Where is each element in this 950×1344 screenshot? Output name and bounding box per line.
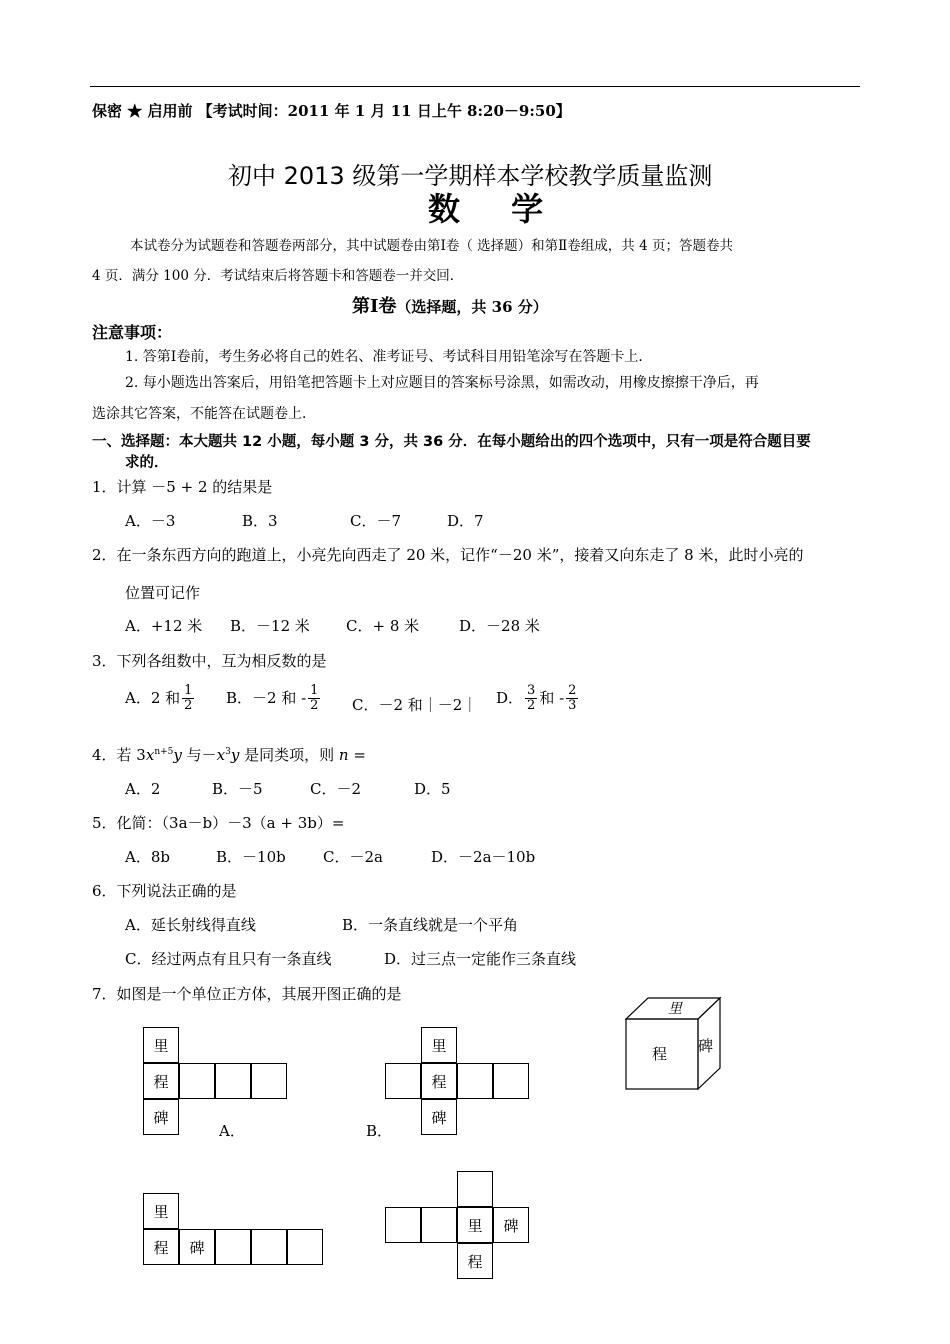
q3-a-fraction bbox=[182, 684, 194, 714]
net-c-cell-cheng: 程 bbox=[143, 1229, 179, 1265]
net-a-cell-li: 里 bbox=[143, 1027, 179, 1063]
net-d-cell-cheng: 程 bbox=[457, 1243, 493, 1279]
q6-option-d: D．过三点一定能作三条直线 bbox=[384, 950, 577, 968]
q7-option-a-label: A． bbox=[219, 1122, 245, 1140]
q3-d-fraction-2 bbox=[566, 684, 578, 714]
q4-var-x2: x bbox=[216, 746, 226, 764]
net-a-cell-blank bbox=[179, 1063, 215, 1099]
q3-d-numerator-2: 2 bbox=[568, 683, 577, 698]
part-1-instructions-line-2: 求的． bbox=[125, 455, 169, 471]
q4-option-a: A．2 bbox=[125, 780, 161, 798]
q3-b-prefix: B．－2 和 - bbox=[226, 688, 307, 707]
section-1-name: 第Ⅰ卷 bbox=[352, 296, 397, 317]
net-d-cell-blank bbox=[385, 1207, 421, 1243]
q3-b-denominator: 2 bbox=[310, 698, 319, 714]
net-d-cell-li: 里 bbox=[457, 1207, 493, 1243]
q6-option-c: C．经过两点有且只有一条直线 bbox=[125, 950, 332, 968]
q6-option-a: A．延长射线得直线 bbox=[125, 916, 256, 934]
q6-stem: 6．下列说法正确的是 bbox=[92, 882, 237, 900]
notice-item-2-line-1: 2. 每小题选出答案后，用铅笔把答题卡上对应题目的答案标号涂黑，如需改动，用橡皮擦擦干净后，再 bbox=[125, 375, 759, 391]
net-c-cell-li: 里 bbox=[143, 1193, 179, 1229]
net-c-cell-blank bbox=[215, 1229, 251, 1265]
q5-option-b: B．－10b bbox=[216, 848, 286, 866]
net-b-cell-li: 里 bbox=[421, 1027, 457, 1063]
q1-option-d: D．7 bbox=[447, 512, 484, 530]
q2-option-a: A．+12 米 bbox=[125, 617, 203, 635]
q4-exponent-1: n+5 bbox=[154, 747, 174, 757]
subject-title: 数 学 bbox=[428, 190, 564, 228]
q1-stem: 1．计算 －5 + 2 的结果是 bbox=[92, 478, 273, 496]
q4-option-b: B．－5 bbox=[212, 780, 263, 798]
net-d-cell-blank bbox=[421, 1207, 457, 1243]
q4-var-n: n bbox=[338, 746, 349, 764]
q3-d-prefix: D． bbox=[496, 688, 524, 707]
confidential-header: 保密 ★ 启用前 【考试时间：2011 年 1 月 11 日上午 8:20－9:50】 bbox=[92, 102, 571, 120]
q2-option-d: D．－28 米 bbox=[459, 617, 540, 635]
notice-item-2-line-2: 选涂其它答案，不能答在试题卷上． bbox=[92, 406, 316, 422]
q3-d-numerator-1: 3 bbox=[527, 683, 536, 698]
net-b-cell-cheng: 程 bbox=[421, 1063, 457, 1099]
q6-option-b: B．一条直线就是一个平角 bbox=[342, 916, 519, 934]
q3-b-fraction bbox=[308, 684, 320, 714]
q5-option-d: D．－2a－10b bbox=[431, 848, 536, 866]
net-c-cell-blank bbox=[287, 1229, 323, 1265]
cube-front-char: 程 bbox=[652, 1045, 668, 1063]
q5-option-c: C．－2a bbox=[323, 848, 383, 866]
q2-stem-line-2: 位置可记作 bbox=[125, 584, 201, 602]
q7-option-b-label: B． bbox=[366, 1122, 393, 1140]
q3-a-prefix: A．2 和 bbox=[125, 688, 181, 707]
notice-heading: 注意事项： bbox=[92, 323, 173, 342]
net-a-cell-blank bbox=[251, 1063, 287, 1099]
q2-option-c: C．+ 8 米 bbox=[346, 617, 420, 635]
q4-var-y1: y bbox=[173, 746, 182, 764]
net-b-cell-blank bbox=[493, 1063, 529, 1099]
q4-stem-post: 是同类项，则 bbox=[239, 746, 339, 764]
q3-d-middle: 和 - bbox=[539, 688, 565, 707]
intro-line-1: 本试卷分为试题卷和答题卷两部分，其中试题卷由第Ⅰ卷（ 选择题）和第Ⅱ卷组成，共 4 页；答题卷共 bbox=[130, 238, 733, 254]
q3-d-denominator-1: 2 bbox=[527, 698, 536, 714]
q4-stem-middle: 与－ bbox=[181, 746, 217, 764]
cube-side-char: 碑 bbox=[698, 1037, 714, 1055]
q2-stem-line-1: 2．在一条东西方向的跑道上，小亮先向西走了 20 米，记作“－20 米”，接着又向东走了 8 米，此时小亮的 bbox=[92, 546, 804, 564]
net-c-cell-blank bbox=[251, 1229, 287, 1265]
q3-d-fraction-1 bbox=[525, 684, 537, 714]
q4-option-c: C．－2 bbox=[310, 780, 362, 798]
q7-stem: 7．如图是一个单位正方体，其展开图正确的是 bbox=[92, 985, 402, 1003]
q3-b-numerator: 1 bbox=[310, 683, 319, 698]
net-b-cell-bei: 碑 bbox=[421, 1099, 457, 1135]
net-a-cell-blank bbox=[215, 1063, 251, 1099]
q3-a-numerator: 1 bbox=[184, 683, 193, 698]
cube-top-char: 里 bbox=[668, 1001, 682, 1017]
q3-option-c: C．－2 和｜－2｜ bbox=[352, 696, 478, 714]
q2-option-b: B．－12 米 bbox=[230, 617, 310, 635]
q3-stem: 3．下列各组数中，互为相反数的是 bbox=[92, 652, 327, 670]
q5-option-a: A．8b bbox=[125, 848, 170, 866]
q3-a-denominator: 2 bbox=[184, 698, 193, 714]
notice-item-1: 1. 答第Ⅰ卷前，考生务必将自己的姓名、准考证号、考试科目用铅笔涂写在答题卡上． bbox=[125, 349, 653, 365]
section-1-title bbox=[352, 292, 548, 318]
net-a-cell-cheng: 程 bbox=[143, 1063, 179, 1099]
q3-d-denominator-2: 3 bbox=[568, 698, 577, 714]
top-rule bbox=[90, 86, 860, 87]
net-d-cell-bei: 碑 bbox=[493, 1207, 529, 1243]
q1-option-a: A．－3 bbox=[125, 512, 176, 530]
q4-var-x1: x bbox=[145, 746, 155, 764]
q1-option-c: C．－7 bbox=[350, 512, 402, 530]
q4-stem-prefix: 4．若 3 bbox=[92, 746, 146, 764]
q4-exponent-2: 3 bbox=[225, 747, 231, 757]
part-1-instructions-line-1: 一、选择题：本大题共 12 小题，每小题 3 分，共 36 分．在每小题给出的四个选项中，只有一项是符合题目要 bbox=[92, 434, 811, 450]
q1-option-b: B．3 bbox=[242, 512, 278, 530]
q4-option-d: D．5 bbox=[414, 780, 451, 798]
q4-stem-equals: = bbox=[348, 746, 366, 764]
q3-option-b bbox=[226, 684, 322, 714]
q3-option-d bbox=[496, 684, 580, 714]
net-b-cell-blank bbox=[385, 1063, 421, 1099]
q4-var-y2: y bbox=[230, 746, 240, 764]
section-1-subtitle: （选择题，共 36 分） bbox=[396, 298, 548, 316]
net-a-cell-bei: 碑 bbox=[143, 1099, 179, 1135]
intro-line-2: 4 页．满分 100 分．考试结束后将答题卡和答题卷一并交回． bbox=[92, 268, 464, 284]
exam-title: 初中 2013 级第一学期样本学校教学质量监测 bbox=[228, 162, 713, 190]
net-d-cell-blank bbox=[457, 1171, 493, 1207]
q4-stem bbox=[92, 744, 366, 765]
q5-stem: 5．化简：（3a－b）－3（a + 3b）= bbox=[92, 814, 345, 832]
q3-option-a bbox=[125, 684, 196, 714]
net-b-cell-blank bbox=[457, 1063, 493, 1099]
net-c-cell-bei: 碑 bbox=[179, 1229, 215, 1265]
